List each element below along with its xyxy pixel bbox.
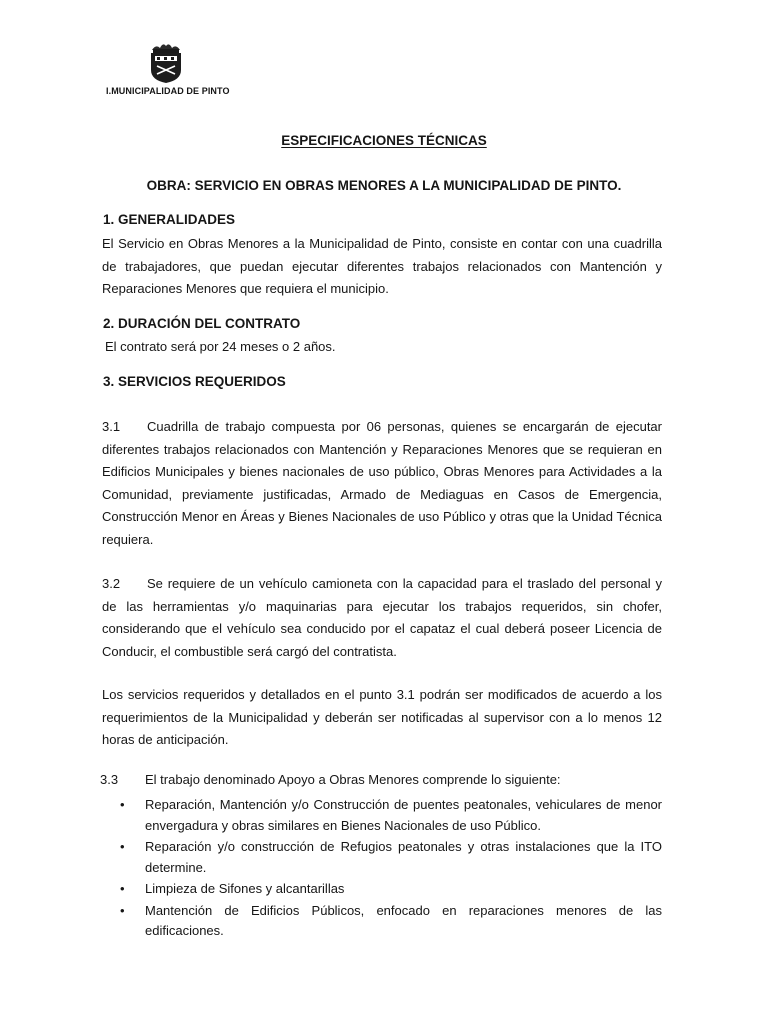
section-text-duracion: El contrato será por 24 meses o 2 años. — [105, 339, 336, 354]
list-item: • Reparación y/o construcción de Refugios peatonales y otras instalaciones que la ITO determine. — [120, 839, 662, 875]
section-heading-generalidades: 1. GENERALIDADES — [103, 212, 236, 227]
item-3-1 — [102, 416, 662, 551]
work-scope-list — [100, 795, 662, 943]
item-text: El trabajo denominado Apoyo a Obras Menores comprende lo siguiente: — [145, 772, 561, 787]
services-note: Los servicios requeridos y detallados en el punto 3.1 podrán ser modificados de acuerdo a los requerimientos de la Municipalidad y deberán ser notificadas al supervisor con a lo menos 12 horas de anticipación. — [102, 687, 662, 747]
item-text: Cuadrilla de trabajo compuesta por 06 personas, quienes se encargarán de ejecutar diferentes trabajos relacionados con Mantención y Reparaciones Menores que se requieran en Edificios Municipales y bienes nacionales de uso público, Obras Menores para Actividades a la Comunidad, previamente justificadas, Armado de Mediaguas en Casos de Emergencia, Construcción Menor en Áreas y Bienes Nacionales de uso Público y otras que la Unidad Técnica requiera. — [102, 419, 662, 547]
list-item: • Reparación, Mantención y/o Construcción de puentes peatonales, vehiculares de menor envergadura y obras similares en Bienes Nacionales de uso Público. — [120, 797, 662, 833]
document-subtitle: OBRA: SERVICIO EN OBRAS MENORES A LA MUNICIPALIDAD DE PINTO. — [146, 178, 622, 193]
list-item: • Limpieza de Sifones y alcantarillas — [100, 879, 662, 900]
section-heading-servicios: 3. SERVICIOS REQUERIDOS — [103, 374, 286, 389]
item-number: 3.1 — [102, 419, 121, 434]
section-text-generalidades: El Servicio en Obras Menores a la Municipalidad de Pinto, consiste en contar con una cuadrilla de trabajadores, que puedan ejecutar diferentes trabajos relacionados con Mantención y Reparaciones Menores que requiera el municipio. — [102, 236, 662, 296]
bullet-icon: • — [120, 881, 125, 896]
bullet-icon: • — [120, 902, 125, 918]
list-item: • Mantención de Edificios Públicos, enfocado en reparaciones menores de las edificaciones. — [120, 902, 662, 938]
section-heading-duracion: 2. DURACIÓN DEL CONTRATO — [103, 316, 301, 331]
item-number: 3.2 — [102, 576, 121, 591]
bullet-icon: • — [120, 797, 125, 812]
item-3-2 — [102, 573, 662, 663]
municipal-crest-icon — [148, 40, 184, 84]
organization-name: I.MUNICIPALIDAD DE PINTO — [106, 86, 230, 96]
item-number: 3.3 — [100, 772, 119, 787]
item-3-3 — [100, 769, 660, 792]
item-text: Se requiere de un vehículo camioneta con la capacidad para el traslado del personal y de las herramientas y/o maquinarias para ejecutar los trabajos requeridos, sin chofer, considerando que el vehículo sea conducido por el capataz el cual deberá poseer Licencia de Conducir, el combustible será cargó del contratista. — [102, 576, 662, 659]
document-title: ESPECIFICACIONES TÉCNICAS — [281, 133, 487, 148]
bullet-icon: • — [120, 839, 125, 854]
